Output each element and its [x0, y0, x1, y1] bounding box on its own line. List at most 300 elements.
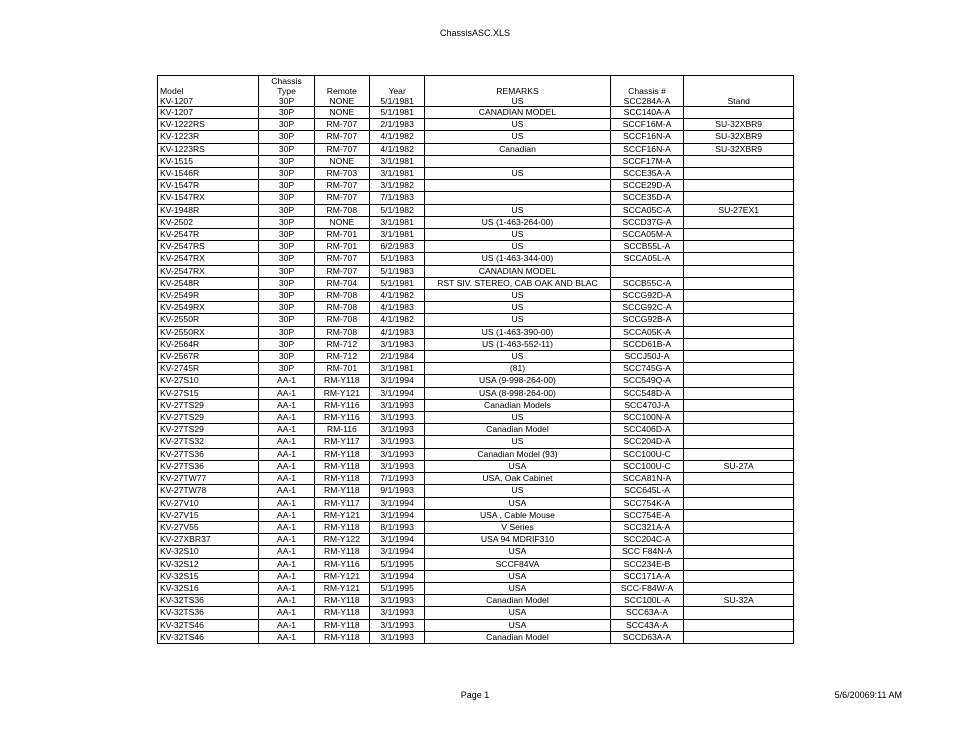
- cell-remote: RM-Y118: [314, 521, 369, 533]
- cell-stand: [684, 180, 794, 192]
- cell-chassis-type: AA-1: [259, 570, 314, 582]
- cell-year: 7/1/1983: [369, 192, 424, 204]
- table-row: [158, 521, 794, 533]
- header-year-label: Year: [388, 86, 406, 96]
- cell-model: KV-1547R: [158, 180, 259, 192]
- cell-model: KV-2549R: [158, 290, 259, 302]
- cell-year: 3/1/1993: [369, 619, 424, 631]
- cell-chassis-no: SCCG92C-A: [610, 302, 684, 314]
- table-row: [158, 229, 794, 241]
- cell-chassis-type: AA-1: [259, 546, 314, 558]
- cell-year: 5/1/1995: [369, 582, 424, 594]
- cell-model: KV-2550R: [158, 314, 259, 326]
- cell-year: 3/1/1993: [369, 399, 424, 411]
- header-stand: [684, 76, 794, 107]
- cell-stand: [684, 290, 794, 302]
- cell-stand: [684, 546, 794, 558]
- cell-remarks: [425, 180, 610, 192]
- cell-stand: [684, 387, 794, 399]
- cell-remarks: USA: [425, 582, 610, 594]
- header-chassis-no: [610, 76, 684, 107]
- cell-stand: [684, 363, 794, 375]
- cell-chassis-type: 30P: [259, 131, 314, 143]
- cell-remarks: US: [425, 436, 610, 448]
- table-row: [158, 534, 794, 546]
- cell-stand: [684, 192, 794, 204]
- cell-stand: [684, 338, 794, 350]
- cell-remarks: US (1-463-552-11): [425, 338, 610, 350]
- table-row: [158, 631, 794, 643]
- cell-year: 5/1/1982: [369, 204, 424, 216]
- cell-chassis-no: SCC140A-A: [610, 107, 684, 119]
- cell-remote: RM-708: [314, 290, 369, 302]
- cell-remote: RM-Y116: [314, 558, 369, 570]
- cell-chassis-no: SCCF16M-A: [610, 119, 684, 131]
- cell-stand: [684, 314, 794, 326]
- cell-remote: RM-712: [314, 351, 369, 363]
- cell-year: 3/1/1993: [369, 436, 424, 448]
- cell-remote: RM-116: [314, 424, 369, 436]
- table-row: [158, 448, 794, 460]
- cell-remote: RM-Y116: [314, 399, 369, 411]
- cell-year: 4/1/1982: [369, 131, 424, 143]
- cell-model: KV-27TS29: [158, 424, 259, 436]
- cell-chassis-type: 30P: [259, 338, 314, 350]
- cell-model: KV-32TS36: [158, 607, 259, 619]
- cell-model: KV-2547RS: [158, 241, 259, 253]
- cell-year: 5/1/1981: [369, 277, 424, 289]
- cell-stand: [684, 412, 794, 424]
- cell-remote: RM-Y117: [314, 436, 369, 448]
- cell-chassis-no: SCC470J-A: [610, 399, 684, 411]
- cell-stand: [684, 582, 794, 594]
- cell-stand: [684, 619, 794, 631]
- cell-chassis-type: 30P: [259, 204, 314, 216]
- cell-stand: [684, 473, 794, 485]
- cell-chassis-no: SCCB55L-A: [610, 241, 684, 253]
- table-row: [158, 460, 794, 472]
- table-row: [158, 558, 794, 570]
- table-row: [158, 619, 794, 631]
- cell-model: KV-2502: [158, 216, 259, 228]
- table-row: [158, 168, 794, 180]
- cell-remote: RM-Y121: [314, 582, 369, 594]
- cell-stand: [684, 631, 794, 643]
- cell-remarks: USA (9-998-264-00): [425, 375, 610, 387]
- cell-chassis-no: SCC645L-A: [610, 485, 684, 497]
- cell-remote: RM-707: [314, 265, 369, 277]
- cell-remarks: US: [425, 314, 610, 326]
- cell-model: KV-32TS36: [158, 595, 259, 607]
- cell-chassis-no: SCCG92B-A: [610, 314, 684, 326]
- cell-remarks: US (1-463-264-00): [425, 216, 610, 228]
- cell-chassis-no: SCCF16N-A: [610, 131, 684, 143]
- cell-year: 3/1/1981: [369, 229, 424, 241]
- cell-model: KV-27V55: [158, 521, 259, 533]
- cell-model: KV-2549RX: [158, 302, 259, 314]
- cell-chassis-no: SCC754E-A: [610, 509, 684, 521]
- cell-year: 3/1/1993: [369, 448, 424, 460]
- cell-chassis-type: 30P: [259, 241, 314, 253]
- cell-chassis-no: SCCB55C-A: [610, 277, 684, 289]
- cell-remarks: Canadian Model: [425, 595, 610, 607]
- cell-chassis-type: 30P: [259, 216, 314, 228]
- cell-stand: [684, 241, 794, 253]
- cell-remote: RM-Y118: [314, 473, 369, 485]
- header-chassis-no-label: Chassis #: [628, 86, 666, 96]
- cell-remote: RM-708: [314, 302, 369, 314]
- cell-chassis-no: SCCE35A-A: [610, 168, 684, 180]
- cell-year: 8/1/1993: [369, 521, 424, 533]
- cell-stand: [684, 168, 794, 180]
- cell-year: 3/1/1994: [369, 375, 424, 387]
- chassis-table: [157, 75, 794, 644]
- cell-chassis-no: SCCF17M-A: [610, 155, 684, 167]
- cell-stand: [684, 216, 794, 228]
- first-row-chassis-no: SCC284A-A: [623, 96, 671, 106]
- cell-year: 3/1/1994: [369, 570, 424, 582]
- cell-stand: [684, 485, 794, 497]
- cell-remarks: US: [425, 290, 610, 302]
- cell-remote: RM-Y118: [314, 595, 369, 607]
- table-row: [158, 290, 794, 302]
- cell-chassis-no: SCC100N-A: [610, 412, 684, 424]
- cell-chassis-type: AA-1: [259, 582, 314, 594]
- cell-stand: [684, 253, 794, 265]
- cell-remarks: USA 94 MDRIF310: [425, 534, 610, 546]
- cell-chassis-type: AA-1: [259, 375, 314, 387]
- cell-remarks: USA: [425, 607, 610, 619]
- cell-remarks: USA: [425, 497, 610, 509]
- cell-model: KV-27TS36: [158, 460, 259, 472]
- cell-year: 3/1/1993: [369, 424, 424, 436]
- table-row: [158, 241, 794, 253]
- table-row: [158, 473, 794, 485]
- cell-remarks: USA: [425, 460, 610, 472]
- print-timestamp: 5/6/20069:11 AM: [834, 690, 902, 700]
- cell-chassis-type: 30P: [259, 180, 314, 192]
- header-chassis-type-line: Chassis: [271, 76, 302, 86]
- header-chassis-type-label: [261, 76, 311, 96]
- cell-remarks: US: [425, 119, 610, 131]
- cell-remote: NONE: [314, 155, 369, 167]
- cell-chassis-no: SCC234E-B: [610, 558, 684, 570]
- cell-year: 5/1/1995: [369, 558, 424, 570]
- cell-stand: [684, 229, 794, 241]
- cell-remote: RM-Y118: [314, 619, 369, 631]
- cell-year: 3/1/1994: [369, 509, 424, 521]
- cell-year: 3/1/1983: [369, 338, 424, 350]
- cell-chassis-type: AA-1: [259, 460, 314, 472]
- cell-remarks: US: [425, 131, 610, 143]
- cell-remarks: SCCF84VA: [425, 558, 610, 570]
- cell-remote: RM-Y118: [314, 460, 369, 472]
- cell-year: 3/1/1993: [369, 412, 424, 424]
- cell-chassis-type: 30P: [259, 192, 314, 204]
- cell-stand: [684, 509, 794, 521]
- table-row: [158, 387, 794, 399]
- cell-model: KV-1546R: [158, 168, 259, 180]
- cell-year: 3/1/1994: [369, 534, 424, 546]
- cell-year: 9/1/1993: [369, 485, 424, 497]
- cell-chassis-no: SCC F84N-A: [610, 546, 684, 558]
- table-row: [158, 180, 794, 192]
- cell-remote: RM-Y118: [314, 631, 369, 643]
- cell-chassis-type: AA-1: [259, 473, 314, 485]
- cell-year: 3/1/1982: [369, 180, 424, 192]
- cell-remote: RM-707: [314, 131, 369, 143]
- cell-chassis-no: SCC63A-A: [610, 607, 684, 619]
- cell-chassis-type: AA-1: [259, 424, 314, 436]
- cell-chassis-no: SCC754K-A: [610, 497, 684, 509]
- cell-chassis-type: AA-1: [259, 595, 314, 607]
- cell-model: KV-32S15: [158, 570, 259, 582]
- cell-chassis-type: AA-1: [259, 497, 314, 509]
- cell-remarks: USA: [425, 570, 610, 582]
- cell-stand: [684, 424, 794, 436]
- cell-remote: RM-Y122: [314, 534, 369, 546]
- header-remote-label: Remote: [326, 86, 357, 96]
- cell-remarks: [425, 192, 610, 204]
- cell-model: KV-27TS36: [158, 448, 259, 460]
- table-row: [158, 412, 794, 424]
- header-stand-label: Stand: [727, 96, 750, 106]
- cell-remarks: RST SIV. STEREO, CAB OAK AND BLAC: [425, 277, 610, 289]
- cell-remarks: US: [425, 229, 610, 241]
- cell-chassis-type: 30P: [259, 119, 314, 131]
- cell-remarks: USA: [425, 619, 610, 631]
- cell-stand: [684, 375, 794, 387]
- table-row: [158, 424, 794, 436]
- cell-chassis-no: SCC745G-A: [610, 363, 684, 375]
- cell-chassis-no: SCCD63A-A: [610, 631, 684, 643]
- cell-remote: RM-701: [314, 241, 369, 253]
- cell-model: KV-32S10: [158, 546, 259, 558]
- cell-year: 3/1/1981: [369, 363, 424, 375]
- cell-remarks: Canadian Models: [425, 399, 610, 411]
- cell-chassis-type: 30P: [259, 363, 314, 375]
- cell-remarks: CANADIAN MODEL: [425, 107, 610, 119]
- cell-remarks: US: [425, 241, 610, 253]
- cell-chassis-type: 30P: [259, 302, 314, 314]
- cell-chassis-no: SCC548D-A: [610, 387, 684, 399]
- cell-chassis-no: SCC100U-C: [610, 448, 684, 460]
- cell-model: KV-27V10: [158, 497, 259, 509]
- cell-model: KV-32TS46: [158, 619, 259, 631]
- cell-model: KV-27TS32: [158, 436, 259, 448]
- cell-year: 3/1/1993: [369, 631, 424, 643]
- cell-chassis-type: AA-1: [259, 412, 314, 424]
- cell-remarks: US: [425, 204, 610, 216]
- cell-remarks: USA (8-998-264-00): [425, 387, 610, 399]
- cell-remote: RM-708: [314, 204, 369, 216]
- cell-chassis-no: SCCD37G-A: [610, 216, 684, 228]
- table-row: [158, 375, 794, 387]
- table-row: [158, 351, 794, 363]
- cell-chassis-no: SCC171A-A: [610, 570, 684, 582]
- table-row: [158, 485, 794, 497]
- cell-chassis-type: AA-1: [259, 631, 314, 643]
- cell-stand: [684, 497, 794, 509]
- cell-chassis-no: SCC549Q-A: [610, 375, 684, 387]
- cell-stand: [684, 351, 794, 363]
- cell-remote: RM-708: [314, 314, 369, 326]
- first-row-type: 30P: [278, 96, 295, 106]
- cell-model: KV-2567R: [158, 351, 259, 363]
- cell-stand: SU-32XBR9: [684, 119, 794, 131]
- cell-chassis-type: AA-1: [259, 485, 314, 497]
- cell-model: KV-1222RS: [158, 119, 259, 131]
- table-row: [158, 436, 794, 448]
- cell-year: 4/1/1982: [369, 143, 424, 155]
- cell-chassis-type: AA-1: [259, 436, 314, 448]
- cell-year: 3/1/1994: [369, 497, 424, 509]
- cell-remote: RM-701: [314, 229, 369, 241]
- cell-remote: RM-Y118: [314, 375, 369, 387]
- table-row: [158, 607, 794, 619]
- cell-chassis-no: SCCG92D-A: [610, 290, 684, 302]
- document-title: ChassisASC.XLS: [439, 28, 511, 38]
- cell-chassis-no: SCC406D-A: [610, 424, 684, 436]
- cell-chassis-no: SCCE29D-A: [610, 180, 684, 192]
- cell-chassis-type: 30P: [259, 265, 314, 277]
- cell-chassis-no: SCC100U-C: [610, 460, 684, 472]
- cell-remote: RM-707: [314, 253, 369, 265]
- cell-remote: NONE: [314, 107, 369, 119]
- cell-remarks: US (1-463-390-00): [425, 326, 610, 338]
- cell-chassis-no: SCC-F84W-A: [610, 582, 684, 594]
- cell-year: 7/1/1993: [369, 473, 424, 485]
- cell-model: KV-1547RX: [158, 192, 259, 204]
- cell-model: KV-2547RX: [158, 253, 259, 265]
- cell-remarks: Canadian Model: [425, 631, 610, 643]
- table-row: [158, 143, 794, 155]
- cell-year: 3/1/1994: [369, 387, 424, 399]
- cell-model: KV-2745R: [158, 363, 259, 375]
- table-row: [158, 107, 794, 119]
- cell-chassis-no: SCCA81N-A: [610, 473, 684, 485]
- cell-stand: SU-27EX1: [684, 204, 794, 216]
- table-row: [158, 582, 794, 594]
- cell-model: KV-27S10: [158, 375, 259, 387]
- cell-remote: RM-Y121: [314, 509, 369, 521]
- cell-model: KV-1207: [158, 107, 259, 119]
- cell-chassis-type: 30P: [259, 143, 314, 155]
- cell-remote: RM-707: [314, 143, 369, 155]
- cell-model: KV-1515: [158, 155, 259, 167]
- table-row: [158, 314, 794, 326]
- first-row-model: KV-1207: [160, 96, 193, 106]
- cell-chassis-no: SCCF16N-A: [610, 143, 684, 155]
- header-chassis-type: [259, 76, 314, 107]
- cell-model: KV-2548R: [158, 277, 259, 289]
- cell-chassis-type: AA-1: [259, 399, 314, 411]
- cell-remote: RM-708: [314, 326, 369, 338]
- cell-remote: RM-Y118: [314, 607, 369, 619]
- table-row: [158, 302, 794, 314]
- header-remarks: [425, 76, 610, 107]
- cell-chassis-type: AA-1: [259, 509, 314, 521]
- header-model-label: Model: [160, 86, 184, 96]
- cell-chassis-type: 30P: [259, 290, 314, 302]
- cell-stand: [684, 107, 794, 119]
- cell-year: 3/1/1993: [369, 595, 424, 607]
- table-row: [158, 326, 794, 338]
- cell-remarks: Canadian: [425, 143, 610, 155]
- cell-remote: RM-Y118: [314, 546, 369, 558]
- first-row-year: 5/1/1981: [380, 96, 414, 106]
- first-row-remote: NONE: [329, 96, 355, 106]
- cell-stand: [684, 436, 794, 448]
- cell-year: 3/1/1981: [369, 216, 424, 228]
- cell-year: 3/1/1994: [369, 546, 424, 558]
- cell-remote: RM-Y117: [314, 497, 369, 509]
- cell-remote: RM-Y118: [314, 485, 369, 497]
- cell-chassis-type: 30P: [259, 314, 314, 326]
- cell-remarks: US: [425, 485, 610, 497]
- cell-remarks: Canadian Model: [425, 424, 610, 436]
- cell-remarks: Canadian Model (93): [425, 448, 610, 460]
- table-row: [158, 338, 794, 350]
- cell-chassis-no: SCC100L-A: [610, 595, 684, 607]
- cell-stand: [684, 265, 794, 277]
- cell-chassis-type: AA-1: [259, 521, 314, 533]
- cell-remote: RM-Y121: [314, 570, 369, 582]
- cell-chassis-type: 30P: [259, 107, 314, 119]
- cell-stand: SU-32XBR9: [684, 131, 794, 143]
- cell-remote: RM-Y118: [314, 448, 369, 460]
- cell-remote: RM-707: [314, 192, 369, 204]
- cell-stand: [684, 534, 794, 546]
- table-row: [158, 546, 794, 558]
- cell-remarks: USA: [425, 546, 610, 558]
- cell-year: 3/1/1981: [369, 168, 424, 180]
- cell-remote: RM-703: [314, 168, 369, 180]
- header-year: [369, 76, 424, 107]
- cell-year: 4/1/1983: [369, 302, 424, 314]
- cell-stand: [684, 326, 794, 338]
- cell-model: KV-1948R: [158, 204, 259, 216]
- cell-chassis-no: SCCE35D-A: [610, 192, 684, 204]
- table-row: [158, 509, 794, 521]
- cell-chassis-no: SCCA05C-A: [610, 204, 684, 216]
- table-row: [158, 119, 794, 131]
- cell-chassis-type: 30P: [259, 351, 314, 363]
- table-row: [158, 595, 794, 607]
- cell-chassis-type: 30P: [259, 168, 314, 180]
- header-model: [158, 76, 259, 107]
- cell-chassis-type: 30P: [259, 155, 314, 167]
- cell-remote: RM-707: [314, 180, 369, 192]
- cell-model: KV-27S15: [158, 387, 259, 399]
- cell-remote: RM-712: [314, 338, 369, 350]
- cell-year: 4/1/1982: [369, 290, 424, 302]
- cell-model: KV-27V15: [158, 509, 259, 521]
- cell-chassis-type: AA-1: [259, 387, 314, 399]
- cell-model: KV-2547R: [158, 229, 259, 241]
- cell-remarks: [425, 155, 610, 167]
- table-row: [158, 216, 794, 228]
- table-header-row: [158, 76, 794, 107]
- cell-year: 3/1/1993: [369, 607, 424, 619]
- cell-chassis-no: [610, 265, 684, 277]
- table-row: [158, 277, 794, 289]
- page-number: Page 1: [460, 690, 490, 700]
- table-row: [158, 570, 794, 582]
- cell-stand: SU-32XBR9: [684, 143, 794, 155]
- table-row: [158, 155, 794, 167]
- cell-chassis-type: 30P: [259, 277, 314, 289]
